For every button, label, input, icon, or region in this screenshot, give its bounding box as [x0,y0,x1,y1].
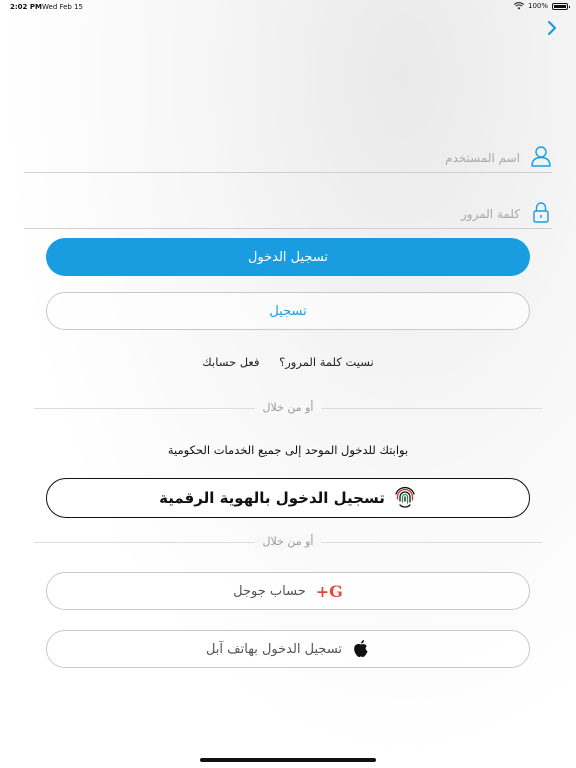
wifi-icon [514,2,524,10]
user-icon [530,144,552,168]
username-field [24,142,552,173]
google-login-label: حساب جوجل [233,583,306,599]
uaepass-login-button[interactable] [46,478,530,518]
chevron-right-icon[interactable] [542,18,562,38]
apple-login-label: تسجيل الدخول بهاتف آبل [205,641,343,657]
portal-description: بوابتك للدخول الموحد إلى جميع الخدمات الحكومية [167,443,409,457]
status-date: Wed Feb 15 [42,3,84,11]
username-input[interactable] [48,146,522,170]
apple-icon [352,639,370,659]
login-button-label: تسجيل الدخول [247,249,329,265]
forgot-password-link[interactable]: نسيت كلمة المرور؟ [279,355,374,369]
divider-label: أو من خلال [255,401,322,414]
register-button[interactable] [46,292,530,330]
status-bar [0,0,576,14]
activate-account-link[interactable]: فعل حسابك [202,355,260,369]
divider-or-2 [34,536,542,548]
battery-percent: 100% [527,2,548,10]
account-links [0,355,576,369]
battery-icon [552,3,568,10]
uaepass-label: تسجيل الدخول بالهوية الرقمية [159,489,385,507]
status-time: 2:02 PM [10,3,42,11]
password-field [24,198,552,229]
register-button-label: تسجيل [269,303,307,319]
home-indicator[interactable] [200,758,376,762]
lock-icon [530,200,552,224]
password-input[interactable] [48,202,522,226]
fingerprint-icon [393,486,417,510]
divider-or-1 [34,402,542,414]
google-plus-icon: G+ [315,581,343,601]
status-right [514,2,568,10]
divider-label: أو من خلال [255,535,322,548]
google-login-button[interactable] [46,572,530,610]
apple-login-button[interactable] [46,630,530,668]
login-button[interactable] [46,238,530,276]
